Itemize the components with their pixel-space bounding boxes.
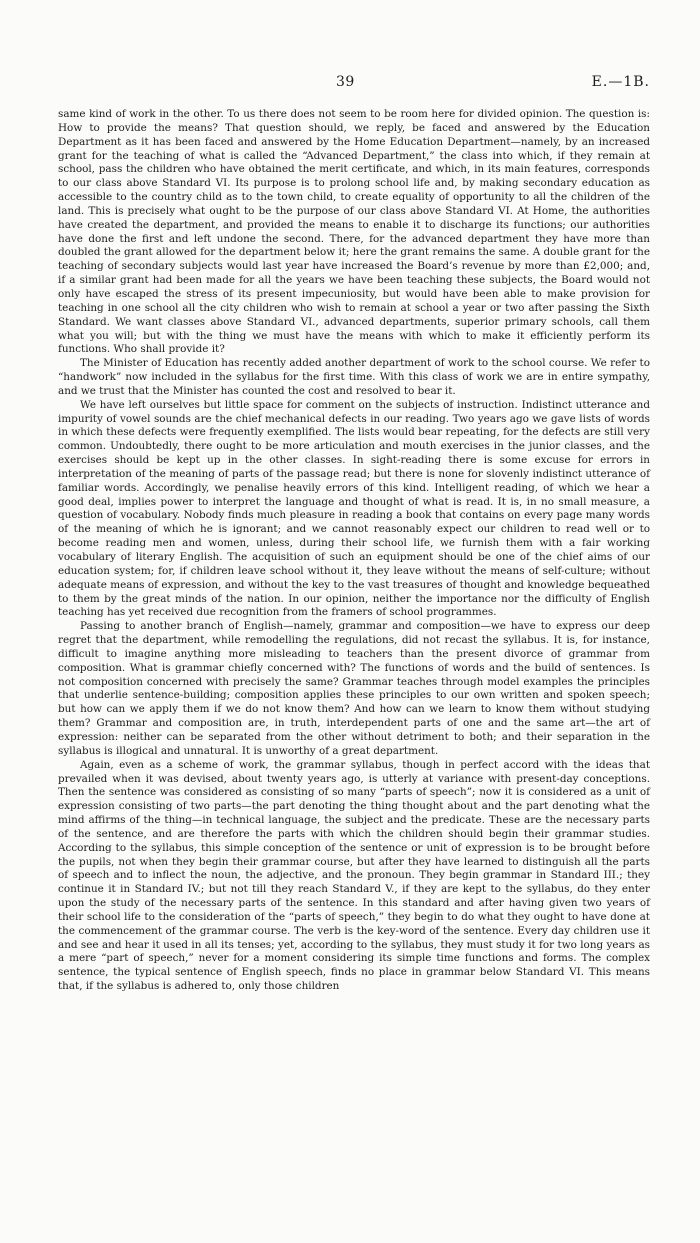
paragraph: Again, even as a scheme of work, the grammar syllabus, though in perfect accord with the ideas that prevailed when it was devised, about twenty years ago, is utterly at variance with present-day conceptions. Then the sentence was considered as consisting of so many “parts of speech”; now it is considered as a unit of expression consisting of two parts—the part denoting the thing thought about and the part denoting what the mind affirms of the thing—in technical language, the subject and the predicate. These are the necessary parts of the sentence, and are therefore the parts with which the children should begin their grammar studies. According to the syllabus, this simple conception of the sentence or unit of expression is to be brought before the pupils, not when they begin their grammar course, but after they have learned to distinguish all the parts of speech and to inflect the noun, the adjective, and the pronoun. They begin grammar in Standard III.; they continue it in Standard IV.; but not till they reach Standard V., if they are kept to the syllabus, do they enter upon the study of the necessary parts of the sentence. In this standard and after having given two years of their school life to the consideration of the “parts of speech,” they begin to do what they ought to have done at the commencement of the grammar course. The verb is the key-word of the sentence. Every day children use it and see and hear it used in all its tenses; yet, according to the syllabus, they must study it for two long years as a mere “part of speech,” never for a moment considering its simple time functions and forms. The complex sentence, the typical sentence of English speech, finds no place in grammar below Standard VI. This means that, if the syllabus is adhered to, only those children [58,758,650,993]
paragraph: The Minister of Education has recently added another department of work to the school course. We refer to “handwork” now included in the syllabus for the first time. With this class of work we are in entire sympathy, and we trust that the Minister has counted the cost and resolved to bear it. [58,357,650,397]
document-reference: E.—1B. [591,74,650,90]
body-text [58,108,650,994]
page-header [0,74,700,96]
paragraph: We have left ourselves but little space for comment on the subjects of instruction. Indistinct utterance and impurity of vowel sounds are the chief mechanical defects in our reading. Two years ago we gave lists of words in which these defects were frequently exemplified. The lists would bear repeating, for the defects are still very common. Undoubtedly, there ought to be more articulation and mouth exercises in the junior classes, and the exercises should be kept up in the other classes. In sight-reading there is some excuse for errors in interpretation of the meaning of parts of the passage read; but there is none for slovenly indistinct utterance of familiar words. Accordingly, we penalise heavily errors of this kind. Intelligent reading, of which we hear a good deal, implies power to interpret the language and thought of what is read. It is, in no small measure, a question of vocabulary. Nobody finds much pleasure in reading a book that contains on every page many words of the meaning of which he is ignorant; and we cannot reasonably expect our children to read well or to become reading men and women, unless, during their school life, we furnish them with a fair working vocabulary of literary English. The acquisition of such an equipment should be one of the chief aims of our education system; for, if children leave school without it, they leave without the means of self-culture; without adequate means of expression, and without the key to the vast treasures of thought and knowledge bequeathed to them by the great minds of the nation. In our opinion, neither the importance nor the difficulty of English teaching has yet received due recognition from the framers of school programmes. [58,398,650,619]
paragraph: Passing to another branch of English—namely, grammar and composition—we have to express our deep regret that the department, while remodelling the regulations, did not recast the syllabus. It is, for instance, difficult to imagine anything more misleading to teachers than the present divorce of grammar from composition. What is grammar chiefly concerned with? The functions of words and the build of sentences. Is not composition concerned with precisely the same? Grammar teaches through model examples the principles that underlie sentence-building; composition applies these principles to our own written and spoken speech; but how can we apply them if we do not know them? And how can we learn to know them without studying them? Grammar and composition are, in truth, interdependent parts of one and the same art—the art of expression: neither can be separated from the other without detriment to both; and their separation in the syllabus is illogical and unnatural. It is unworthy of a great department. [58,620,650,757]
paragraph: same kind of work in the other. To us there does not seem to be room here for divided opinion. The question is: How to provide the means? That question should, we reply, be faced and answered by the Education Department as it has been faced and answered by the Home Education Department—namely, by an increased grant for the teaching of what is called the “Advanced Department,” the class into which, if they remain at school, pass the children who have obtained the merit certificate, and which, in its main features, corresponds to our class above Standard VI. Its purpose is to prolong school life and, by making secondary education as accessible to the country child as to the town child, to create equality of opportunity to all the children of the land. This is precisely what ought to be the purpose of our class above Standard VI. At Home, the authorities have created the department, and provided the means to enable it to discharge its functions; our authorities have done the first and left undone the second. There, for the advanced department they have more than doubled the grant allowed for the department below it; here the grant remains the same. A double grant for the teaching of secondary subjects would last year have increased the Board’s revenue by more than £2,000; and, if a similar grant had been made for all the years we have been teaching these subjects, the Board would not only have escaped the stress of its present impecuniosity, but would have been able to make provision for teaching in one school all the city children who wish to remain at school a year or two after passing the Sixth Standard. We want classes above Standard VI., advanced departments, superior primary schools, call them what you will; but with the thing we must have the means with which to make it efficiently perform its functions. Who shall provide it? [58,108,650,356]
page-number: 39 [336,74,355,90]
